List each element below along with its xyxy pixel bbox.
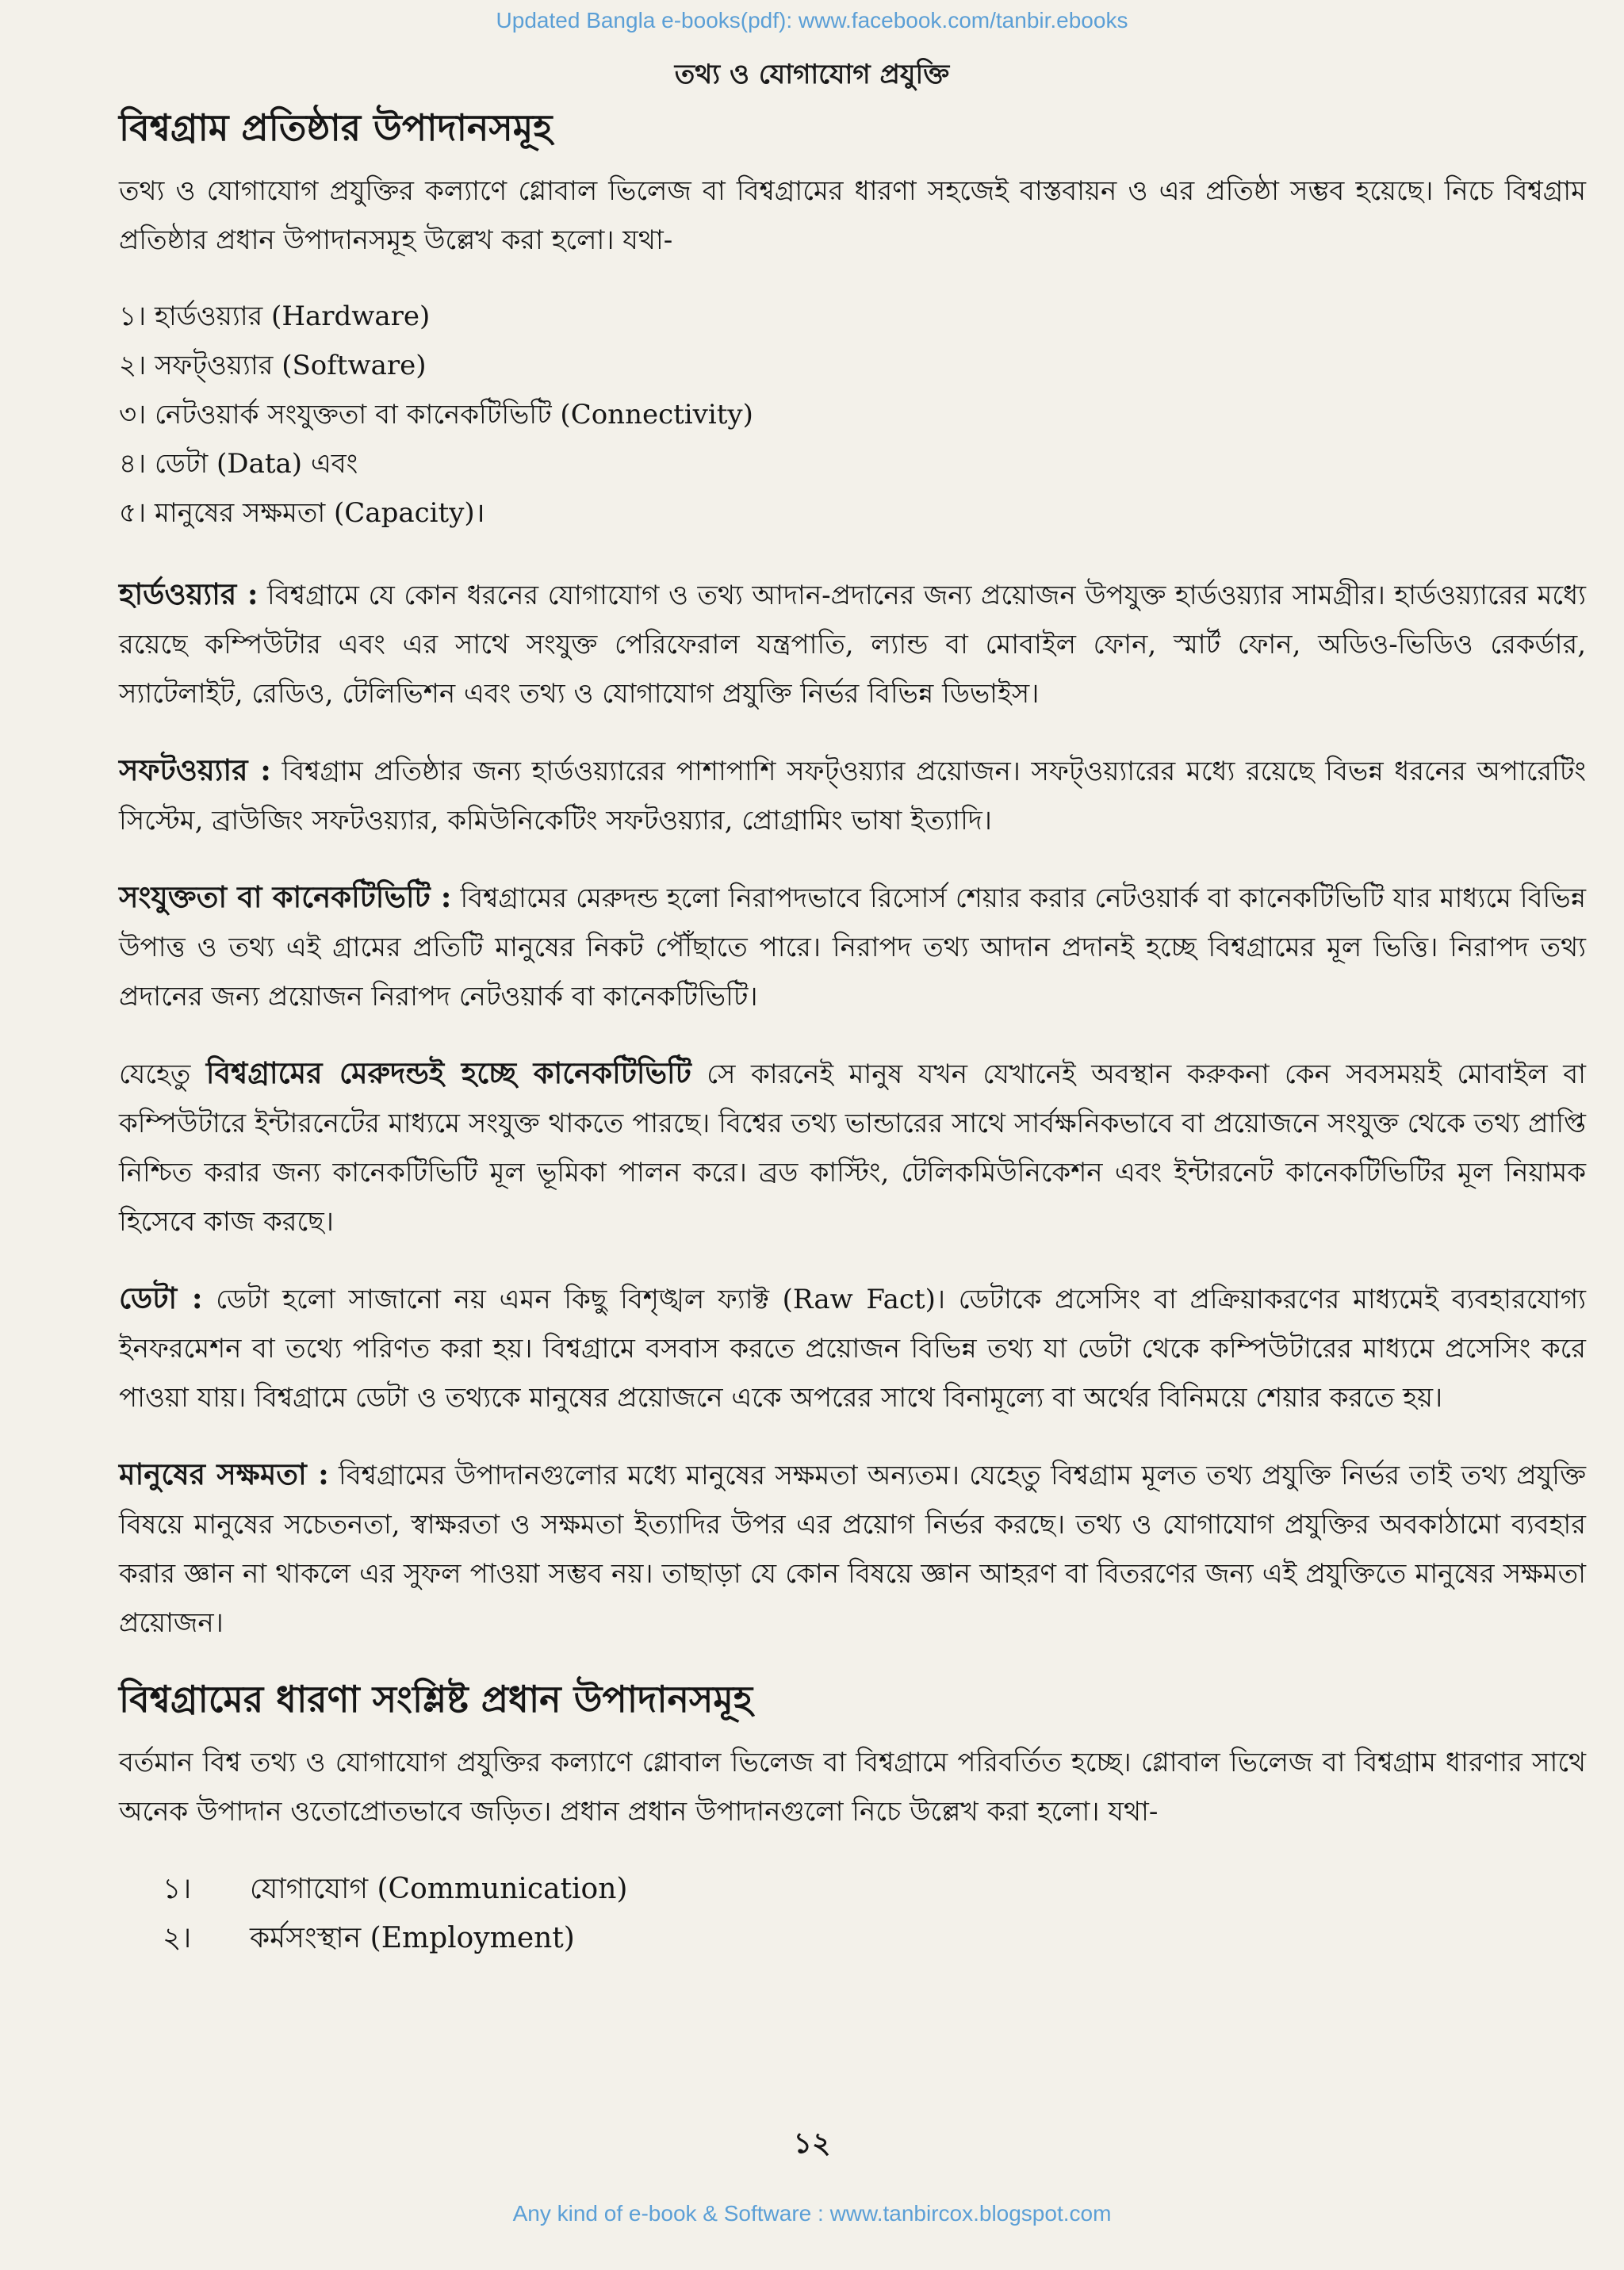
list-label: কর্মসংস্থান (Employment)	[250, 1922, 575, 1954]
section2-intro: বর্তমান বিশ্ব তথ্য ও যোগাযোগ প্রযুক্তির কল্যাণে গ্লোবাল ভিলেজ বা বিশ্বগ্রামে পরিবর্তিত হচ্ছে। গ্লোবাল ভিলেজ বা বিশ্বগ্রাম ধারণার সাথে অনেক উপাদান ওতোপ্রোতভাবে জড়িত। প্রধান প্রধান উপাদানগুলো নিচে উল্লেখ করা হলো। যথা-	[119, 1747, 1586, 1828]
list-item-employment	[119, 1914, 1586, 1963]
section-intro: তথ্য ও যোগাযোগ প্রযুক্তির কল্যাণে গ্লোবাল ভিলেজ বা বিশ্বগ্রামের ধারণা সহজেই বাস্তবায়ন ও এর প্রতিষ্ঠা সম্ভব হয়েছে। নিচে বিশ্বগ্রাম প্রতিষ্ঠার প্রধান উপাদানসমূহ উল্লেখ করা হলো। যথা-	[119, 175, 1586, 256]
list-item-data: ৪। ডেটা (Data) এবং	[119, 448, 358, 480]
page-content	[119, 103, 1586, 1963]
connectivity-text: বিশ্বগ্রামের মেরুদন্ড হলো নিরাপদভাবে রিসোর্স শেয়ার করার নেটওয়ার্ক বা কানেকটিভিটি যার মাধ্যমে বিভিন্ন উপাত্ত ও তথ্য এই গ্রামের প্রতিটি মানুষের নিকট পৌঁছাতে পারে। নিরাপদ তথ্য আদান প্রদানই হচ্ছে বিশ্বগ্রামের মূল ভিত্তি। নিরাপদ তথ্য প্রদানের জন্য প্রয়োজন নিরাপদ নেটওয়ার্ক বা কানেকটিভিটি।	[119, 882, 1587, 1013]
list-item-connectivity: ৩। নেটওয়ার্ক সংযুক্ততা বা কানেকটিভিটি (Connectivity)	[119, 399, 753, 431]
backbone-text: সে কারনেই মানুষ যখন যেখানেই অবস্থান করুকনা কেন সবসময়ই মোবাইল বা কম্পিউটারে ইন্টারনেটের মাধ্যমে সংযুক্ত থাকতে পারছে। বিশ্বের তথ্য ভান্ডারের সাথে সার্বক্ষনিকভাবে বা প্রয়োজনে সংযুক্ত থেকে তথ্য প্রাপ্তি নিশ্চিত করার জন্য কানেকটিভিটি মূল ভূমিকা পালন করে। ব্রড কাস্টিং, টেলিকমিউনিকেশন এবং ইন্টারনেট কানেকটিভিটির মূল নিয়ামক হিসেবে কাজ করছে।	[119, 1058, 1586, 1238]
software-paragraph	[119, 745, 1586, 845]
section-title-elements: বিশ্বগ্রাম প্রতিষ্ঠার উপাদানসমূহ	[119, 106, 553, 149]
list-number: ১।	[163, 1873, 192, 1905]
data-paragraph	[119, 1273, 1586, 1422]
top-banner-link[interactable]: Updated Bangla e-books(pdf): www.facebook.com/tanbir.ebooks	[496, 8, 1128, 33]
list-label: যোগাযোগ (Communication)	[250, 1873, 628, 1905]
capacity-paragraph	[119, 1449, 1586, 1648]
page-number: ১২	[793, 2126, 831, 2160]
connectivity-term: সংযুক্ততা বা কানেকটিভিটি :	[119, 879, 452, 914]
hardware-paragraph	[119, 569, 1586, 718]
software-text: বিশ্বগ্রাম প্রতিষ্ঠার জন্য হার্ডওয়্যারের পাশাপাশি সফট্‌ওয়্যার প্রয়োজন। সফট্‌ওয়্যারের মধ্যে রয়েছে বিভন্ন ধরনের অপারেটিং সিস্টেম, ব্রাউজিং সফটওয়্যার, কমিউনিকেটিং সফটওয়্যার, প্রোগ্রামিং ভাষা ইত্যাদি।	[119, 756, 1586, 836]
connectivity-paragraph	[119, 872, 1586, 1021]
data-text: ডেটা হলো সাজানো নয় এমন কিছু বিশৃঙ্খল ফ্যাক্ট (Raw Fact)। ডেটাকে প্রসেসিং বা প্রক্রিয়াকরণের মাধ্যমেই ব্যবহারযোগ্য ইনফরমেশন বা তথ্যে পরিণত করা হয়। বিশ্বগ্রামে বসবাস করতে প্রয়োজন বিভিন্ন তথ্য যা ডেটা থেকে কম্পিউটারের মাধ্যমে প্রসেসিং করে পাওয়া যায়। বিশ্বগ্রামে ডেটা ও তথ্যকে মানুষের প্রয়োজনে একে অপরের সাথে বিনামূল্যে বা অর্থের বিনিময়ে শেয়ার করতে হয়।	[119, 1284, 1586, 1414]
hardware-text: বিশ্বগ্রামে যে কোন ধরনের যোগাযোগ ও তথ্য আদান-প্রদানের জন্য প্রয়োজন উপযুক্ত হার্ডওয়্যার সামগ্রীর। হার্ডওয়্যারের মধ্যে রয়েছে কম্পিউটার এবং এর সাথে সংযুক্ত পেরিফেরাল যন্ত্রপাতি, ল্যান্ড বা মোবাইল ফোন, স্মার্ট ফোন, অডিও-ভিডিও রেকর্ডার, স্যাটেলাইট, রেডিও, টেলিভিশন এবং তথ্য ও যোগাযোগ প্রযুক্তি নির্ভর বিভিন্ন ডিভাইস।	[119, 580, 1587, 710]
backbone-prefix: যেহেতু	[119, 1058, 206, 1090]
backbone-paragraph	[119, 1048, 1586, 1246]
list-item-hardware: ১। হার্ডওয়্যার (Hardware)	[119, 300, 431, 332]
elements-list	[119, 292, 1586, 538]
list-number: ২।	[163, 1922, 192, 1954]
list-item-capacity: ৫। মানুষের সক্ষমতা (Capacity)।	[119, 497, 485, 529]
software-term: সফটওয়্যার :	[119, 752, 271, 787]
list-item-communication	[119, 1865, 1586, 1914]
bottom-banner-link[interactable]: Any kind of e-book & Software : www.tanbircox.blogspot.com	[512, 2201, 1112, 2226]
concept-elements-list	[119, 1865, 1586, 1963]
capacity-term: মানুষের সক্ষমতা :	[119, 1457, 329, 1491]
list-item-software: ২। সফট্‌ওয়্যার (Software)	[119, 350, 427, 381]
hardware-term: হার্ডওয়্যার :	[119, 576, 259, 611]
section-title-concept-elements: বিশ্বগ্রামের ধারণা সংশ্লিষ্ট প্রধান উপাদানসমূহ	[119, 1678, 753, 1721]
data-term: ডেটা :	[119, 1280, 203, 1315]
running-head: তথ্য ও যোগাযোগ প্রযুক্তি	[674, 59, 950, 90]
capacity-text: বিশ্বগ্রামের উপাদানগুলোর মধ্যে মানুষের সক্ষমতা অন্যতম। যেহেতু বিশ্বগ্রাম মূলত তথ্য প্রযুক্তি নির্ভর তাই তথ্য প্রযুক্তি বিষয়ে মানুষের সচেতনতা, স্বাক্ষরতা ও সক্ষমতা ইত্যাদির উপর এর প্রয়োগ নির্ভর করছে। তথ্য ও যোগাযোগ প্রযুক্তির অবকাঠামো ব্যবহার করার জ্ঞান না থাকলে এর সুফল পাওয়া সম্ভব নয়। তাছাড়া যে কোন বিষয়ে জ্ঞান আহরণ বা বিতরণের জন্য এই প্রযুক্তিতে মানুষের সক্ষমতা প্রয়োজন।	[119, 1460, 1586, 1639]
backbone-emphasis: বিশ্বগ্রামের মেরুদন্ডই হচ্ছে কানেকটিভিটি	[205, 1055, 691, 1090]
